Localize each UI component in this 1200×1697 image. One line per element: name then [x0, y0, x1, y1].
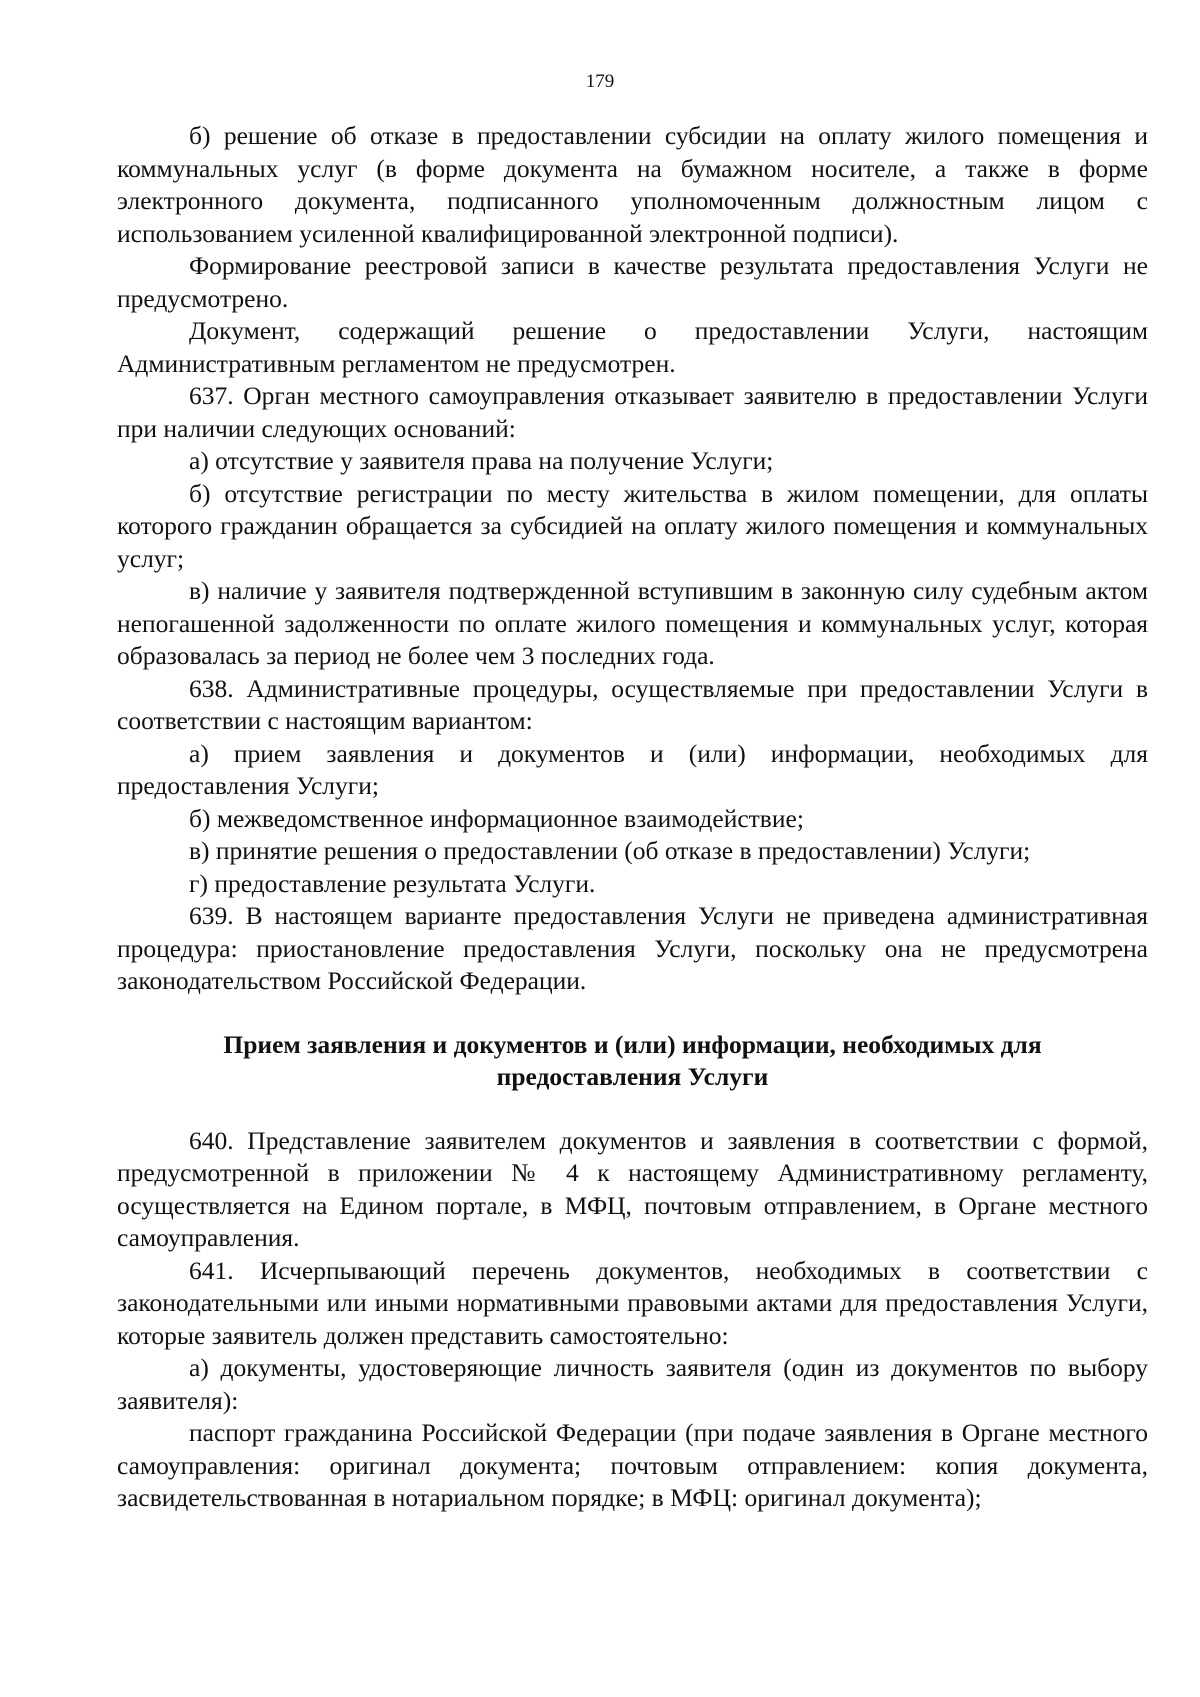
paragraph: Формирование реестровой записи в качестве результата предоставления Услуги не предусмотрено.: [117, 251, 1148, 313]
list-item: а) документы, удостоверяющие личность заявителя (один из документов по выбору заявителя):: [117, 1353, 1148, 1415]
list-item: г) предоставление результата Услуги.: [189, 868, 596, 898]
list-item: в) наличие у заявителя подтвержденной вступившим в законную силу судебным актом непогашенной задолженности по оплате жилого помещения и коммунальных услуг, которая образовалась за период не более чем 3 последних года.: [117, 576, 1148, 670]
list-item: б) межведомственное информационное взаимодействие;: [189, 803, 804, 833]
paragraph: б) решение об отказе в предоставлении субсидии на оплату жилого помещения и коммунальных услуг (в форме документа на бумажном носителе, а также в форме электронного документа, подписанного уполномоченным должностным лицом с использованием усиленной квалифицированной электронной подписи).: [117, 121, 1148, 248]
paragraph-item-641: 641. Исчерпывающий перечень документов, необходимых в соответствии с законодательными или иными нормативными правовыми актами для предоставления Услуги, которые заявитель должен представить самостоятельно:: [117, 1255, 1148, 1350]
list-item: б) отсутствие регистрации по месту жительства в жилом помещении, для оплаты которого гражданин обращается за субсидией на оплату жилого помещения и коммунальных услуг;: [117, 478, 1148, 573]
list-item: а) прием заявления и документов и (или) информации, необходимых для предоставления Услуги;: [117, 738, 1148, 800]
paragraph-item-638: 638. Административные процедуры, осуществляемые при предоставлении Услуги в соответствии с настоящим вариантом:: [117, 673, 1148, 735]
paragraph-item-637: 637. Орган местного самоуправления отказывает заявителю в предоставлении Услуги при наличии следующих оснований:: [117, 381, 1148, 443]
paragraph: паспорт гражданина Российской Федерации (при подаче заявления в Органе местного самоуправления: оригинал документа; почтовым отправлением: копия документа, засвидетельствованная в нотариальном порядке; в МФЦ: оригинал документа);: [117, 1418, 1148, 1512]
document-body: [117, 120, 1148, 1515]
list-item: в) принятие решения о предоставлении (об отказе в предоставлении) Услуги;: [189, 836, 1031, 865]
paragraph-item-640: 640. Представление заявителем документов и заявления в соответствии с формой, предусмотренной в приложении № 4 к настоящему Административному регламенту, осуществляется на Едином портале, в МФЦ, почтовым отправлением, в Органе местного самоуправления.: [117, 1125, 1148, 1252]
list-item: а) отсутствие у заявителя права на получение Услуги;: [189, 446, 774, 475]
section-heading: Прием заявления и документов и (или) информации, необходимых для предоставления Услуги: [223, 1029, 1042, 1091]
paragraph: Документ, содержащий решение о предоставлении Услуги, настоящим Административным регламентом не предусмотрен.: [117, 316, 1148, 378]
page-number: 179: [585, 71, 615, 92]
paragraph-item-639: 639. В настоящем варианте предоставления Услуги не приведена административная процедура: приостановление предоставления Услуги, поскольку она не предусмотрена законодательством Российской Федерации.: [117, 901, 1148, 995]
